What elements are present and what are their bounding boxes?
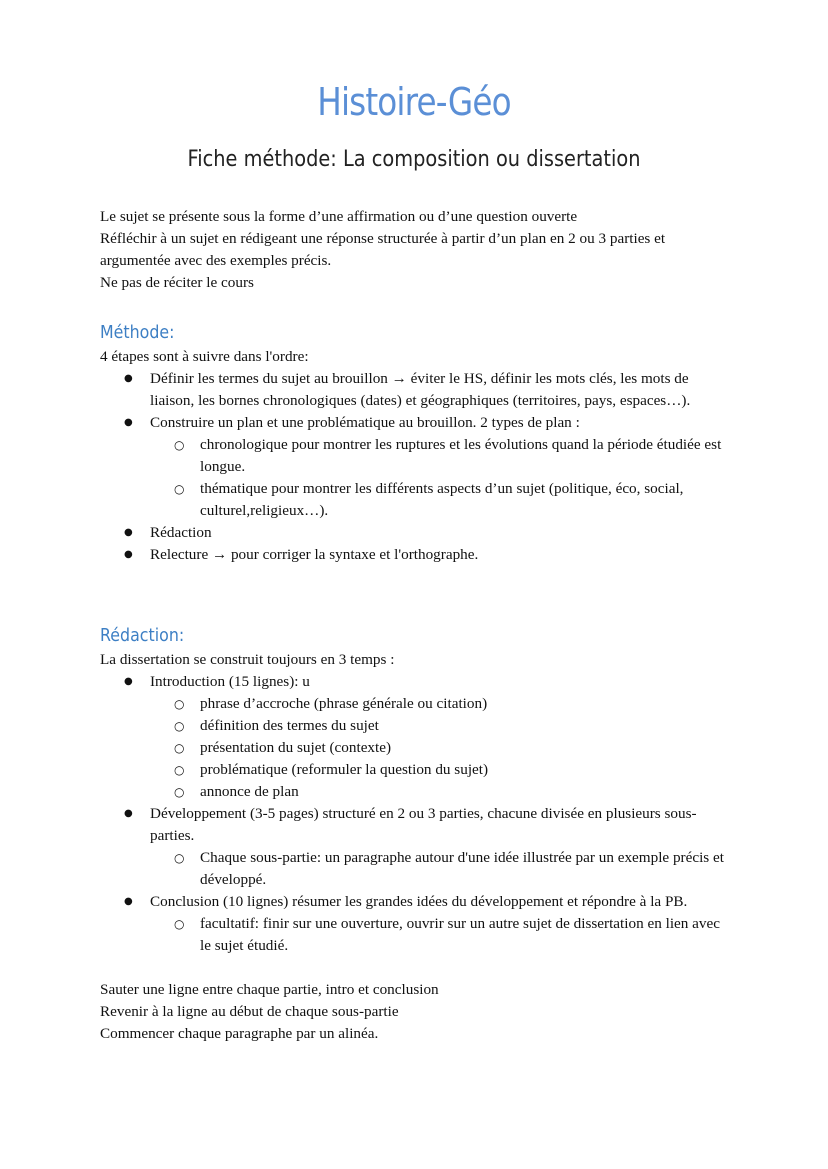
list-item: ● Définir les termes du sujet au brouillon → éviter le HS, définir les mots clés, les mots de liaison, les bornes chronologiques (dates) et géographiques (territoires, pays, espaces…). (100, 368, 730, 412)
document-body (100, 206, 730, 1045)
sub-list (150, 847, 730, 891)
page-subtitle: Fiche méthode: La composition ou dissertation (187, 147, 641, 172)
intro-line-1: Le sujet se présente sous la forme d’une affirmation ou d’une question ouverte (100, 208, 578, 225)
intro-section (100, 206, 730, 294)
sub-list-item: ○ annonce de plan (150, 781, 730, 803)
intro-line-3: Ne pas de réciter le cours (100, 274, 254, 291)
sub-list-item: ○ Chaque sous-partie: un paragraphe autour d'une idée illustrée par un exemple précis et développé. (150, 847, 730, 891)
list-item: ● Construire un plan et une problématique au brouillon. 2 types de plan : ○ chronologique pour montrer les ruptures et les évolutions quand la période étudiée est longue. ○ thématique pour montrer les différents aspects d’un sujet (politique, éco, social, culturel,religieux…). (100, 412, 730, 522)
list-item: ● Introduction (15 lignes): u ○ phrase d’accroche (phrase générale ou citation) ○ définition des termes du sujet ○ présentation du sujet (contexte) ○ problématique (reformuler la question du sujet) ○ annonce de plan (100, 671, 730, 803)
sub-list (150, 913, 730, 957)
redaction-section (100, 623, 730, 957)
sub-list (150, 693, 730, 803)
methode-list (100, 368, 730, 566)
sub-list-item: ○ chronologique pour montrer les ruptures et les évolutions quand la période étudiée est longue. (150, 434, 730, 478)
footer-notes (100, 979, 730, 1045)
sub-list-item: ○ problématique (reformuler la question du sujet) (150, 759, 730, 781)
list-item: ● Développement (3-5 pages) structuré en 2 ou 3 parties, chacune divisée en plusieurs sous-parties. ○ Chaque sous-partie: un paragraphe autour d'une idée illustrée par un exemple précis et développé. (100, 803, 730, 891)
sub-list-item: ○ facultatif: finir sur une ouverture, ouvrir sur un autre sujet de dissertation en lien avec le sujet étudié. (150, 913, 730, 957)
sub-list-item: ○ définition des termes du sujet (150, 715, 730, 737)
footer-line-3: Commencer chaque paragraphe par un alinéa. (100, 1025, 379, 1042)
methode-heading: Méthode: (100, 322, 175, 343)
sub-list-item: ○ phrase d’accroche (phrase générale ou citation) (150, 693, 730, 715)
sub-list (150, 434, 730, 522)
list-item: ● Rédaction (100, 522, 730, 544)
footer-line-1: Sauter une ligne entre chaque partie, intro et conclusion (100, 981, 439, 998)
sub-list-item: ○ présentation du sujet (contexte) (150, 737, 730, 759)
intro-line-2: Réfléchir à un sujet en rédigeant une réponse structurée à partir d’un plan en 2 ou 3 parties et argumentée avec des exemples précis. (100, 230, 666, 269)
footer-line-2: Revenir à la ligne au début de chaque sous-partie (100, 1003, 399, 1020)
redaction-list (100, 671, 730, 957)
redaction-lead: La dissertation se construit toujours en 3 temps : (100, 651, 395, 668)
page-title: Histoire-Géo (317, 80, 511, 124)
list-item: ● Relecture → pour corriger la syntaxe et l'orthographe. (100, 544, 730, 566)
methode-section (100, 320, 730, 566)
list-item: ● Conclusion (10 lignes) résumer les grandes idées du développement et répondre à la PB. ○ facultatif: finir sur une ouverture, ouvrir sur un autre sujet de dissertation en lien avec le sujet étudié. (100, 891, 730, 957)
redaction-heading: Rédaction: (100, 625, 185, 646)
methode-lead: 4 étapes sont à suivre dans l'ordre: (100, 348, 309, 365)
sub-list-item: ○ thématique pour montrer les différents aspects d’un sujet (politique, éco, social, culturel,religieux…). (150, 478, 730, 522)
